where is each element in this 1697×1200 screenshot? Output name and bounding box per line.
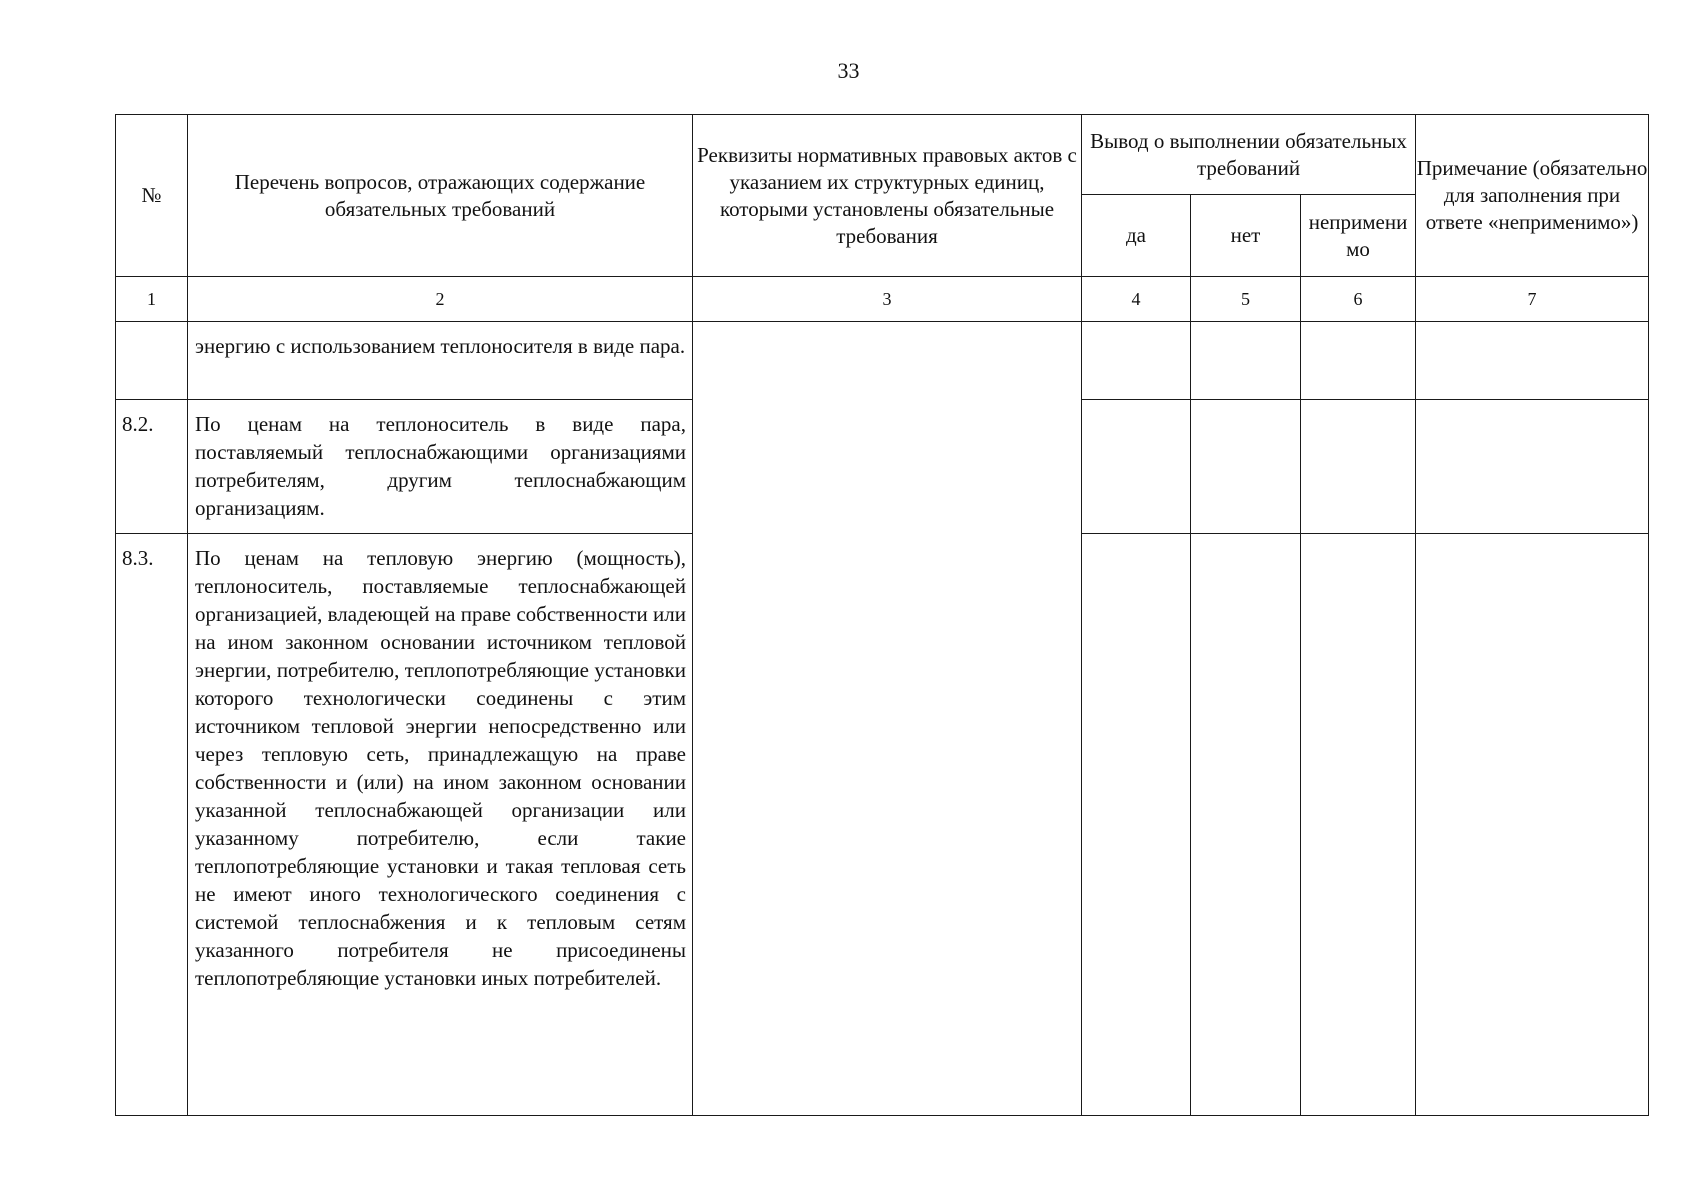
answer-no-cell	[1191, 534, 1301, 1116]
answer-yes-cell	[1082, 534, 1191, 1116]
row-number	[116, 322, 188, 400]
answer-no-cell	[1191, 400, 1301, 534]
answer-yes-cell	[1082, 322, 1191, 400]
note-cell	[1416, 534, 1649, 1116]
header-no: №	[116, 115, 188, 277]
answer-not-applicable-cell	[1301, 534, 1416, 1116]
header-row-top	[116, 115, 1649, 195]
page-number: 33	[837, 58, 860, 83]
header-note: Примечание (обязательно для заполнения при ответе «неприменимо»)	[1416, 115, 1649, 277]
table-row	[116, 322, 1649, 400]
note-cell	[1416, 322, 1649, 400]
row-question-text: По ценам на теплоноситель в виде пара, поставляемый теплоснабжающими организациями потребителям, другим теплоснабжающим организациям.	[188, 400, 693, 534]
note-cell	[1416, 400, 1649, 534]
header-not-applicable	[1301, 195, 1416, 277]
row-number: 8.2.	[116, 400, 188, 534]
header-requisites: Реквизиты нормативных правовых актов с указанием их структурных единиц, которыми установлены обязательные требования	[693, 115, 1082, 277]
column-number: 2	[188, 277, 693, 322]
requirements-checklist-table	[115, 114, 1649, 1116]
row-number: 8.3.	[116, 534, 188, 1116]
row-question-text: энергию с использованием теплоносителя в виде пара.	[188, 322, 693, 400]
header-not-applicable-label: неприменимо	[1308, 209, 1408, 261]
answer-yes-cell	[1082, 400, 1191, 534]
column-number: 5	[1191, 277, 1301, 322]
header-yes: да	[1082, 195, 1191, 277]
answer-no-cell	[1191, 322, 1301, 400]
column-number: 6	[1301, 277, 1416, 322]
header-conclusion: Вывод о выполнении обязательных требований	[1082, 115, 1416, 195]
header-no-answer: нет	[1191, 195, 1301, 277]
header-questions: Перечень вопросов, отражающих содержание обязательных требований	[188, 115, 693, 277]
column-number: 4	[1082, 277, 1191, 322]
answer-not-applicable-cell	[1301, 400, 1416, 534]
answer-not-applicable-cell	[1301, 322, 1416, 400]
column-number: 7	[1416, 277, 1649, 322]
column-number-row	[116, 277, 1649, 322]
column-number: 3	[693, 277, 1082, 322]
row-question-text: По ценам на тепловую энергию (мощность), теплоноситель, поставляемые теплоснабжающей организацией, владеющей на праве собственности или на ином законном основании источником тепловой энергии, потребителю, теплопотребляющие установки которого технологически соединены с этим источником тепловой энергии непосредственно или через тепловую сеть, принадлежащую на праве собственности и (или) на ином законном основании указанной теплоснабжающей организации или указанному потребителю, если такие теплопотребляющие установки и такая тепловая сеть не имеют иного технологического соединения с системой теплоснабжения и к тепловым сетям указанного потребителя не присоединены теплопотребляющие установки иных потребителей.	[188, 534, 693, 1116]
requisites-cell	[693, 322, 1082, 1116]
column-number: 1	[116, 277, 188, 322]
